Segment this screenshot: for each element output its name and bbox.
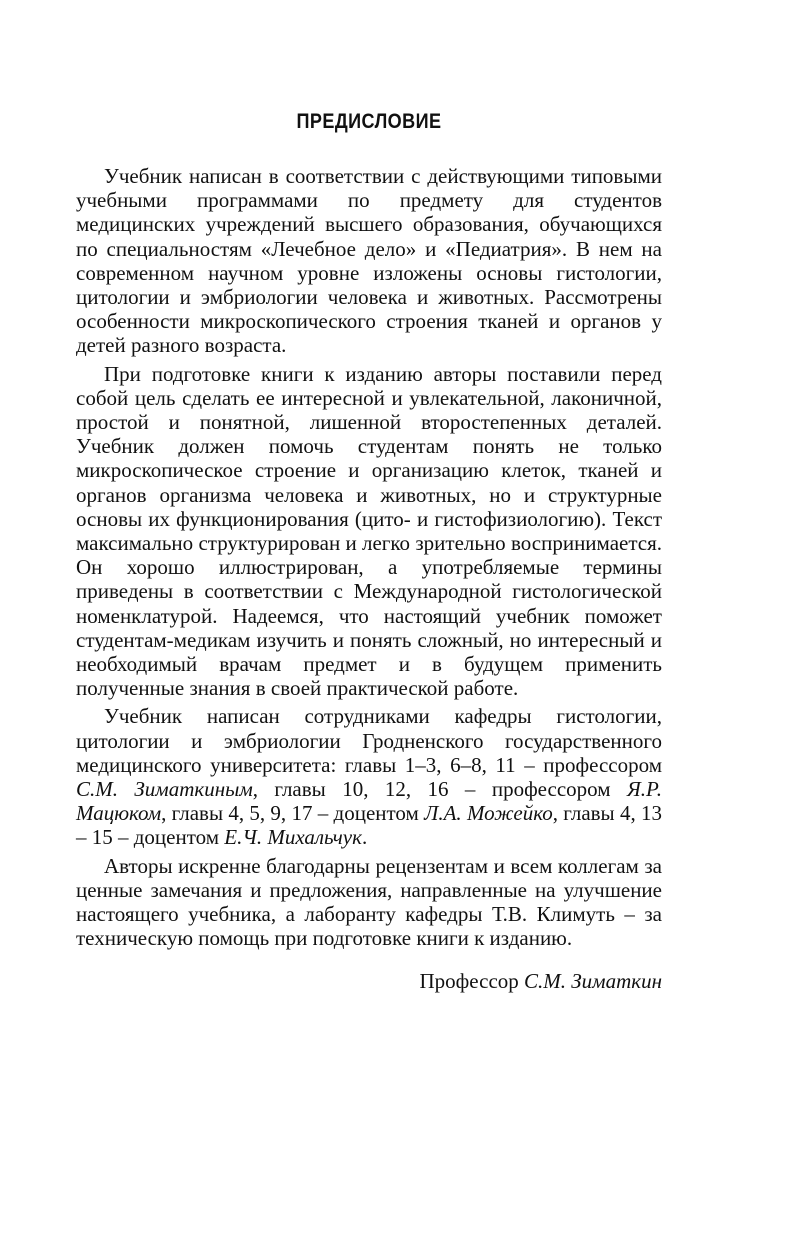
author-mikhalchuk: Е.Ч. Михальчук (224, 825, 362, 850)
signature-role: Профессор (419, 968, 525, 993)
paragraph-3 (76, 704, 662, 849)
signature (76, 969, 662, 993)
paragraph-1: Учебник написан в соответствии с действующими типовыми учебными программами по предмету для студентов медицинских учреждений высшего образования, обучающихся по специальностям «Лечебное дело» и «Педиатрия». В нем на современном научном уровне изложены основы гистологии, цитологии и эмбриологии человека и животных. Рассмотрены особенности микроскопического строения тканей и органов у детей разного возраста. (76, 164, 662, 358)
paragraph-3-text-1: Учебник написан сотрудниками кафедры гистологии, цитологии и эмбриологии Гродненского государственного медицинского университета: главы 1–3, 6–8, 11 – профессором (76, 704, 662, 777)
signature-name: С.М. Зиматкин (524, 968, 662, 993)
paragraph-3-text-2: , главы 10, 12, 16 – профессором (252, 777, 627, 802)
page-title: ПРЕДИСЛОВИЕ (296, 110, 442, 133)
paragraph-3-text-4: , главы 4, 13 – 15 – доцентом (76, 801, 662, 850)
author-mozheiko: Л.А. Можейко (424, 801, 553, 826)
paragraph-4: Авторы искренне благодарны рецензентам и всем коллегам за ценные замечания и предложения, направленные на улучшение настоящего учебника, а лаборанту кафедры Т.В. Климуть – за техническую помощь при подготовке книги к изданию. (76, 853, 662, 951)
author-matsyuk: Я.Р. Мацюком (76, 777, 662, 826)
preface-page (76, 110, 662, 993)
paragraph-3-text-3: , главы 4, 5, 9, 17 – доцентом (161, 801, 425, 826)
paragraph-3-text-5: . (361, 825, 368, 850)
paragraph-2: При подготовке книги к изданию авторы поставили перед собой цель сделать ее интересной и увлекательной, лаконичной, простой и понятной, лишенной второстепенных деталей. Учебник должен помочь студентам понять не только микроскопическое строение и организацию клеток, тканей и органов организма человека и животных, но и структурные основы их функционирования (цито- и гистофизиологию). Текст максимально структурирован и легко зрительно воспринимается. Он хорошо иллюстрирован, а употребляемые термины приведены в соответствии с Международной гистологической номенклатурой. Надеемся, что настоящий учебник поможет студентам-медикам изучить и понять сложный, но интересный и необходимый врачам предмет и в будущем применить полученные знания в своей практической работе. (76, 361, 662, 701)
author-zimatkin: С.М. Зиматкиным (76, 777, 253, 802)
